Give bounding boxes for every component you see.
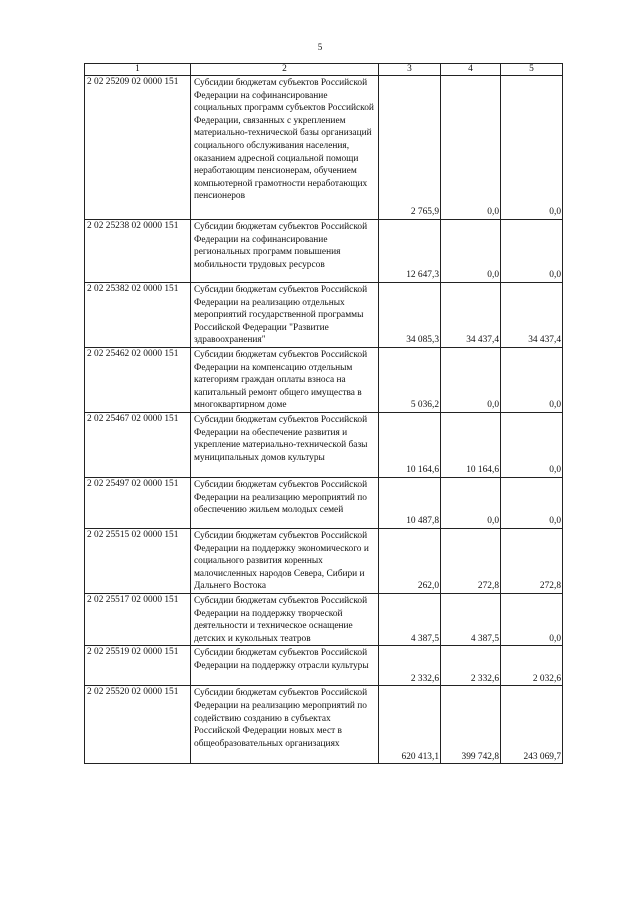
amount-col5-cell: 272,8 xyxy=(501,528,563,593)
amount-col5-cell: 34 437,4 xyxy=(501,283,563,348)
amount-col4-cell: 0,0 xyxy=(441,76,501,220)
column-header-5: 5 xyxy=(501,64,563,76)
table-body xyxy=(85,76,563,764)
amount-col3-cell: 10 487,8 xyxy=(379,477,441,528)
income-name-cell: Субсидии бюджетам субъектов Российской Федерации на поддержку экономического и социального развития коренных малочисленных народов Севера, Сибири и Дальнего Востока xyxy=(191,528,379,593)
amount-col3-cell: 2 332,6 xyxy=(379,646,441,686)
income-name-cell: Субсидии бюджетам субъектов Российской Федерации на поддержку творческой деятельности и техническое оснащение детских и кукольных театров xyxy=(191,593,379,645)
subsidies-table xyxy=(84,63,563,764)
budget-code-cell: 2 02 25467 02 0000 151 xyxy=(85,412,191,477)
budget-code-cell: 2 02 25517 02 0000 151 xyxy=(85,593,191,645)
amount-col3-cell: 2 765,9 xyxy=(379,76,441,220)
amount-col4-cell: 2 332,6 xyxy=(441,646,501,686)
amount-col4-cell: 0,0 xyxy=(441,220,501,283)
amount-col3-cell: 262,0 xyxy=(379,528,441,593)
income-name-cell: Субсидии бюджетам субъектов Российской Федерации на поддержку отрасли культуры xyxy=(191,646,379,686)
amount-col3-cell: 620 413,1 xyxy=(379,686,441,764)
amount-col5-cell: 243 069,7 xyxy=(501,686,563,764)
amount-col4-cell: 399 742,8 xyxy=(441,686,501,764)
column-header-2: 2 xyxy=(191,64,379,76)
budget-code-cell: 2 02 25462 02 0000 151 xyxy=(85,348,191,413)
amount-col5-cell: 0,0 xyxy=(501,593,563,645)
table-row xyxy=(85,220,563,283)
amount-col5-cell: 0,0 xyxy=(501,220,563,283)
income-name-cell: Субсидии бюджетам субъектов Российской Федерации на софинансирование социальных программ субъектов Российской Федерации, связанных с укреплением материально-технической базы организаций социального обслуживания населения, оказанием адресной социальной помощи неработающим пенсионерам, обучением компьютерной грамотности неработающих пенсионеров xyxy=(191,76,379,220)
column-header-3: 3 xyxy=(379,64,441,76)
table-row xyxy=(85,528,563,593)
income-name-cell: Субсидии бюджетам субъектов Российской Федерации на обеспечение развития и укрепление материально-технической базы муниципальных домов культуры xyxy=(191,412,379,477)
table-header xyxy=(85,64,563,76)
table-row xyxy=(85,76,563,220)
amount-col5-cell: 0,0 xyxy=(501,412,563,477)
amount-col4-cell: 4 387,5 xyxy=(441,593,501,645)
table-row xyxy=(85,593,563,645)
income-name-cell: Субсидии бюджетам субъектов Российской Федерации на софинансирование региональных программ повышения мобильности трудовых ресурсов xyxy=(191,220,379,283)
page-number: 5 xyxy=(317,42,323,52)
amount-col5-cell: 0,0 xyxy=(501,477,563,528)
budget-code-cell: 2 02 25209 02 0000 151 xyxy=(85,76,191,220)
budget-code-cell: 2 02 25519 02 0000 151 xyxy=(85,646,191,686)
table-row xyxy=(85,412,563,477)
amount-col4-cell: 272,8 xyxy=(441,528,501,593)
amount-col4-cell: 0,0 xyxy=(441,348,501,413)
income-name-cell: Субсидии бюджетам субъектов Российской Федерации на реализацию отдельных мероприятий государственной программы Российской Федерации "Развитие здравоохранения" xyxy=(191,283,379,348)
amount-col4-cell: 10 164,6 xyxy=(441,412,501,477)
amount-col5-cell: 2 032,6 xyxy=(501,646,563,686)
budget-code-cell: 2 02 25382 02 0000 151 xyxy=(85,283,191,348)
table-row xyxy=(85,348,563,413)
table-row xyxy=(85,686,563,764)
income-name-cell: Субсидии бюджетам субъектов Российской Федерации на компенсацию отдельным категориям граждан оплаты взноса на капитальный ремонт общего имущества в многоквартирном доме xyxy=(191,348,379,413)
amount-col3-cell: 5 036,2 xyxy=(379,348,441,413)
budget-code-cell: 2 02 25520 02 0000 151 xyxy=(85,686,191,764)
amount-col5-cell: 0,0 xyxy=(501,76,563,220)
table-row xyxy=(85,283,563,348)
column-header-4: 4 xyxy=(441,64,501,76)
amount-col3-cell: 12 647,3 xyxy=(379,220,441,283)
amount-col4-cell: 0,0 xyxy=(441,477,501,528)
amount-col5-cell: 0,0 xyxy=(501,348,563,413)
amount-col3-cell: 10 164,6 xyxy=(379,412,441,477)
table-row xyxy=(85,646,563,686)
amount-col3-cell: 34 085,3 xyxy=(379,283,441,348)
amount-col4-cell: 34 437,4 xyxy=(441,283,501,348)
column-number-row xyxy=(85,64,563,76)
budget-code-cell: 2 02 25238 02 0000 151 xyxy=(85,220,191,283)
income-name-cell: Субсидии бюджетам субъектов Российской Федерации на реализацию мероприятий по содействию созданию в субъектах Российской Федерации новых мест в общеобразовательных организациях xyxy=(191,686,379,764)
budget-code-cell: 2 02 25515 02 0000 151 xyxy=(85,528,191,593)
budget-code-cell: 2 02 25497 02 0000 151 xyxy=(85,477,191,528)
amount-col3-cell: 4 387,5 xyxy=(379,593,441,645)
income-name-cell: Субсидии бюджетам субъектов Российской Федерации на реализацию мероприятий по обеспечению жильем молодых семей xyxy=(191,477,379,528)
column-header-1: 1 xyxy=(85,64,191,76)
table-row xyxy=(85,477,563,528)
